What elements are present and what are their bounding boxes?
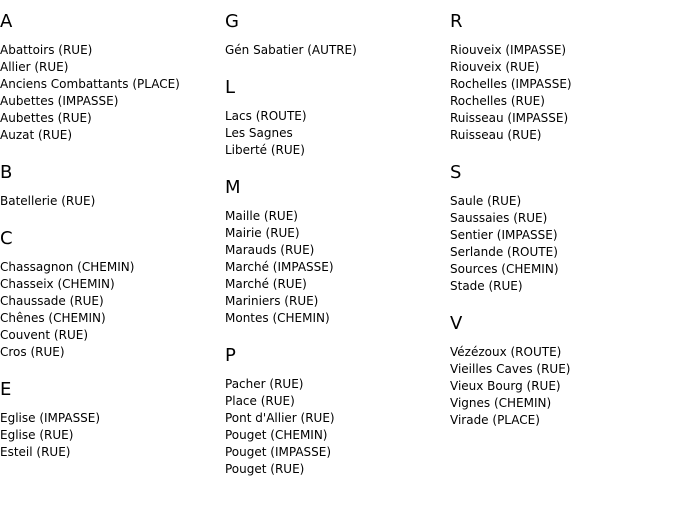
street-item[interactable]: Chaussade (RUE) (0, 294, 104, 308)
letter-section (225, 78, 445, 159)
letter-section (225, 12, 445, 59)
street-item[interactable]: Maille (RUE) (225, 209, 298, 223)
street-item[interactable]: Riouveix (IMPASSE) (450, 43, 567, 57)
street-item[interactable]: Gén Sabatier (AUTRE) (225, 43, 357, 57)
street-item[interactable]: Liberté (RUE) (225, 143, 305, 157)
street-item[interactable]: Eglise (IMPASSE) (0, 411, 101, 425)
letter-section (0, 12, 220, 144)
street-item[interactable]: Vieilles Caves (RUE) (450, 362, 571, 376)
letter-section (450, 163, 670, 295)
letter-section (225, 178, 445, 327)
letter-section (0, 229, 220, 361)
street-index-column (225, 12, 445, 497)
street-item[interactable]: Pont d'Allier (RUE) (225, 411, 335, 425)
street-item[interactable]: Mairie (RUE) (225, 226, 300, 240)
street-item[interactable]: Vieux Bourg (RUE) (450, 379, 561, 393)
letter-section (450, 12, 670, 144)
street-item[interactable]: Place (RUE) (225, 394, 295, 408)
street-item[interactable]: Eglise (RUE) (0, 428, 74, 442)
section-letter-heading: M (225, 177, 241, 198)
street-item[interactable]: Pacher (RUE) (225, 377, 304, 391)
street-item[interactable]: Cros (RUE) (0, 345, 65, 359)
street-item[interactable]: Sentier (IMPASSE) (450, 228, 558, 242)
street-item[interactable]: Riouveix (RUE) (450, 60, 540, 74)
street-item[interactable]: Abattoirs (RUE) (0, 43, 93, 57)
section-letter-heading: G (225, 11, 239, 32)
letter-section (225, 346, 445, 478)
street-item[interactable]: Ruisseau (RUE) (450, 128, 542, 142)
street-item[interactable]: Marché (RUE) (225, 277, 307, 291)
street-item[interactable]: Batellerie (RUE) (0, 194, 96, 208)
street-item[interactable]: Rochelles (RUE) (450, 94, 545, 108)
section-letter-heading: S (450, 162, 462, 183)
street-item[interactable]: Esteil (RUE) (0, 445, 71, 459)
letter-section (0, 163, 220, 210)
street-item[interactable]: Anciens Combattants (PLACE) (0, 77, 180, 91)
street-item[interactable]: Vignes (CHEMIN) (450, 396, 552, 410)
street-item[interactable]: Virade (PLACE) (450, 413, 540, 427)
street-item[interactable]: Pouget (RUE) (225, 462, 305, 476)
street-item[interactable]: Chasseix (CHEMIN) (0, 277, 115, 291)
section-letter-heading: V (450, 313, 463, 334)
street-index-column (450, 12, 670, 448)
section-letter-heading: A (0, 11, 13, 32)
section-letter-heading: B (0, 162, 13, 183)
street-item[interactable]: Mariniers (RUE) (225, 294, 319, 308)
street-item[interactable]: Serlande (ROUTE) (450, 245, 558, 259)
street-item[interactable]: Chênes (CHEMIN) (0, 311, 106, 325)
section-letter-heading: R (450, 11, 463, 32)
street-item[interactable]: Auzat (RUE) (0, 128, 73, 142)
street-item[interactable]: Saule (RUE) (450, 194, 522, 208)
section-letter-heading: P (225, 345, 236, 366)
street-item[interactable]: Aubettes (RUE) (0, 111, 92, 125)
section-letter-heading: C (0, 228, 13, 249)
street-item[interactable]: Marauds (RUE) (225, 243, 315, 257)
street-index-column (0, 12, 220, 480)
street-item[interactable]: Saussaies (RUE) (450, 211, 548, 225)
street-item[interactable]: Rochelles (IMPASSE) (450, 77, 572, 91)
street-item[interactable]: Pouget (CHEMIN) (225, 428, 328, 442)
street-item[interactable]: Montes (CHEMIN) (225, 311, 330, 325)
street-item[interactable]: Pouget (IMPASSE) (225, 445, 332, 459)
street-item[interactable]: Marché (IMPASSE) (225, 260, 334, 274)
street-item[interactable]: Lacs (ROUTE) (225, 109, 307, 123)
section-letter-heading: L (225, 77, 236, 98)
letter-section (450, 314, 670, 429)
street-item[interactable]: Couvent (RUE) (0, 328, 89, 342)
letter-section (0, 380, 220, 461)
street-item[interactable]: Les Sagnes (225, 126, 293, 140)
street-item[interactable]: Allier (RUE) (0, 60, 69, 74)
street-item[interactable]: Stade (RUE) (450, 279, 523, 293)
street-item[interactable]: Aubettes (IMPASSE) (0, 94, 119, 108)
section-letter-heading: E (0, 379, 12, 400)
street-item[interactable]: Ruisseau (IMPASSE) (450, 111, 569, 125)
street-item[interactable]: Chassagnon (CHEMIN) (0, 260, 135, 274)
street-item[interactable]: Sources (CHEMIN) (450, 262, 559, 276)
street-item[interactable]: Vézézoux (ROUTE) (450, 345, 562, 359)
